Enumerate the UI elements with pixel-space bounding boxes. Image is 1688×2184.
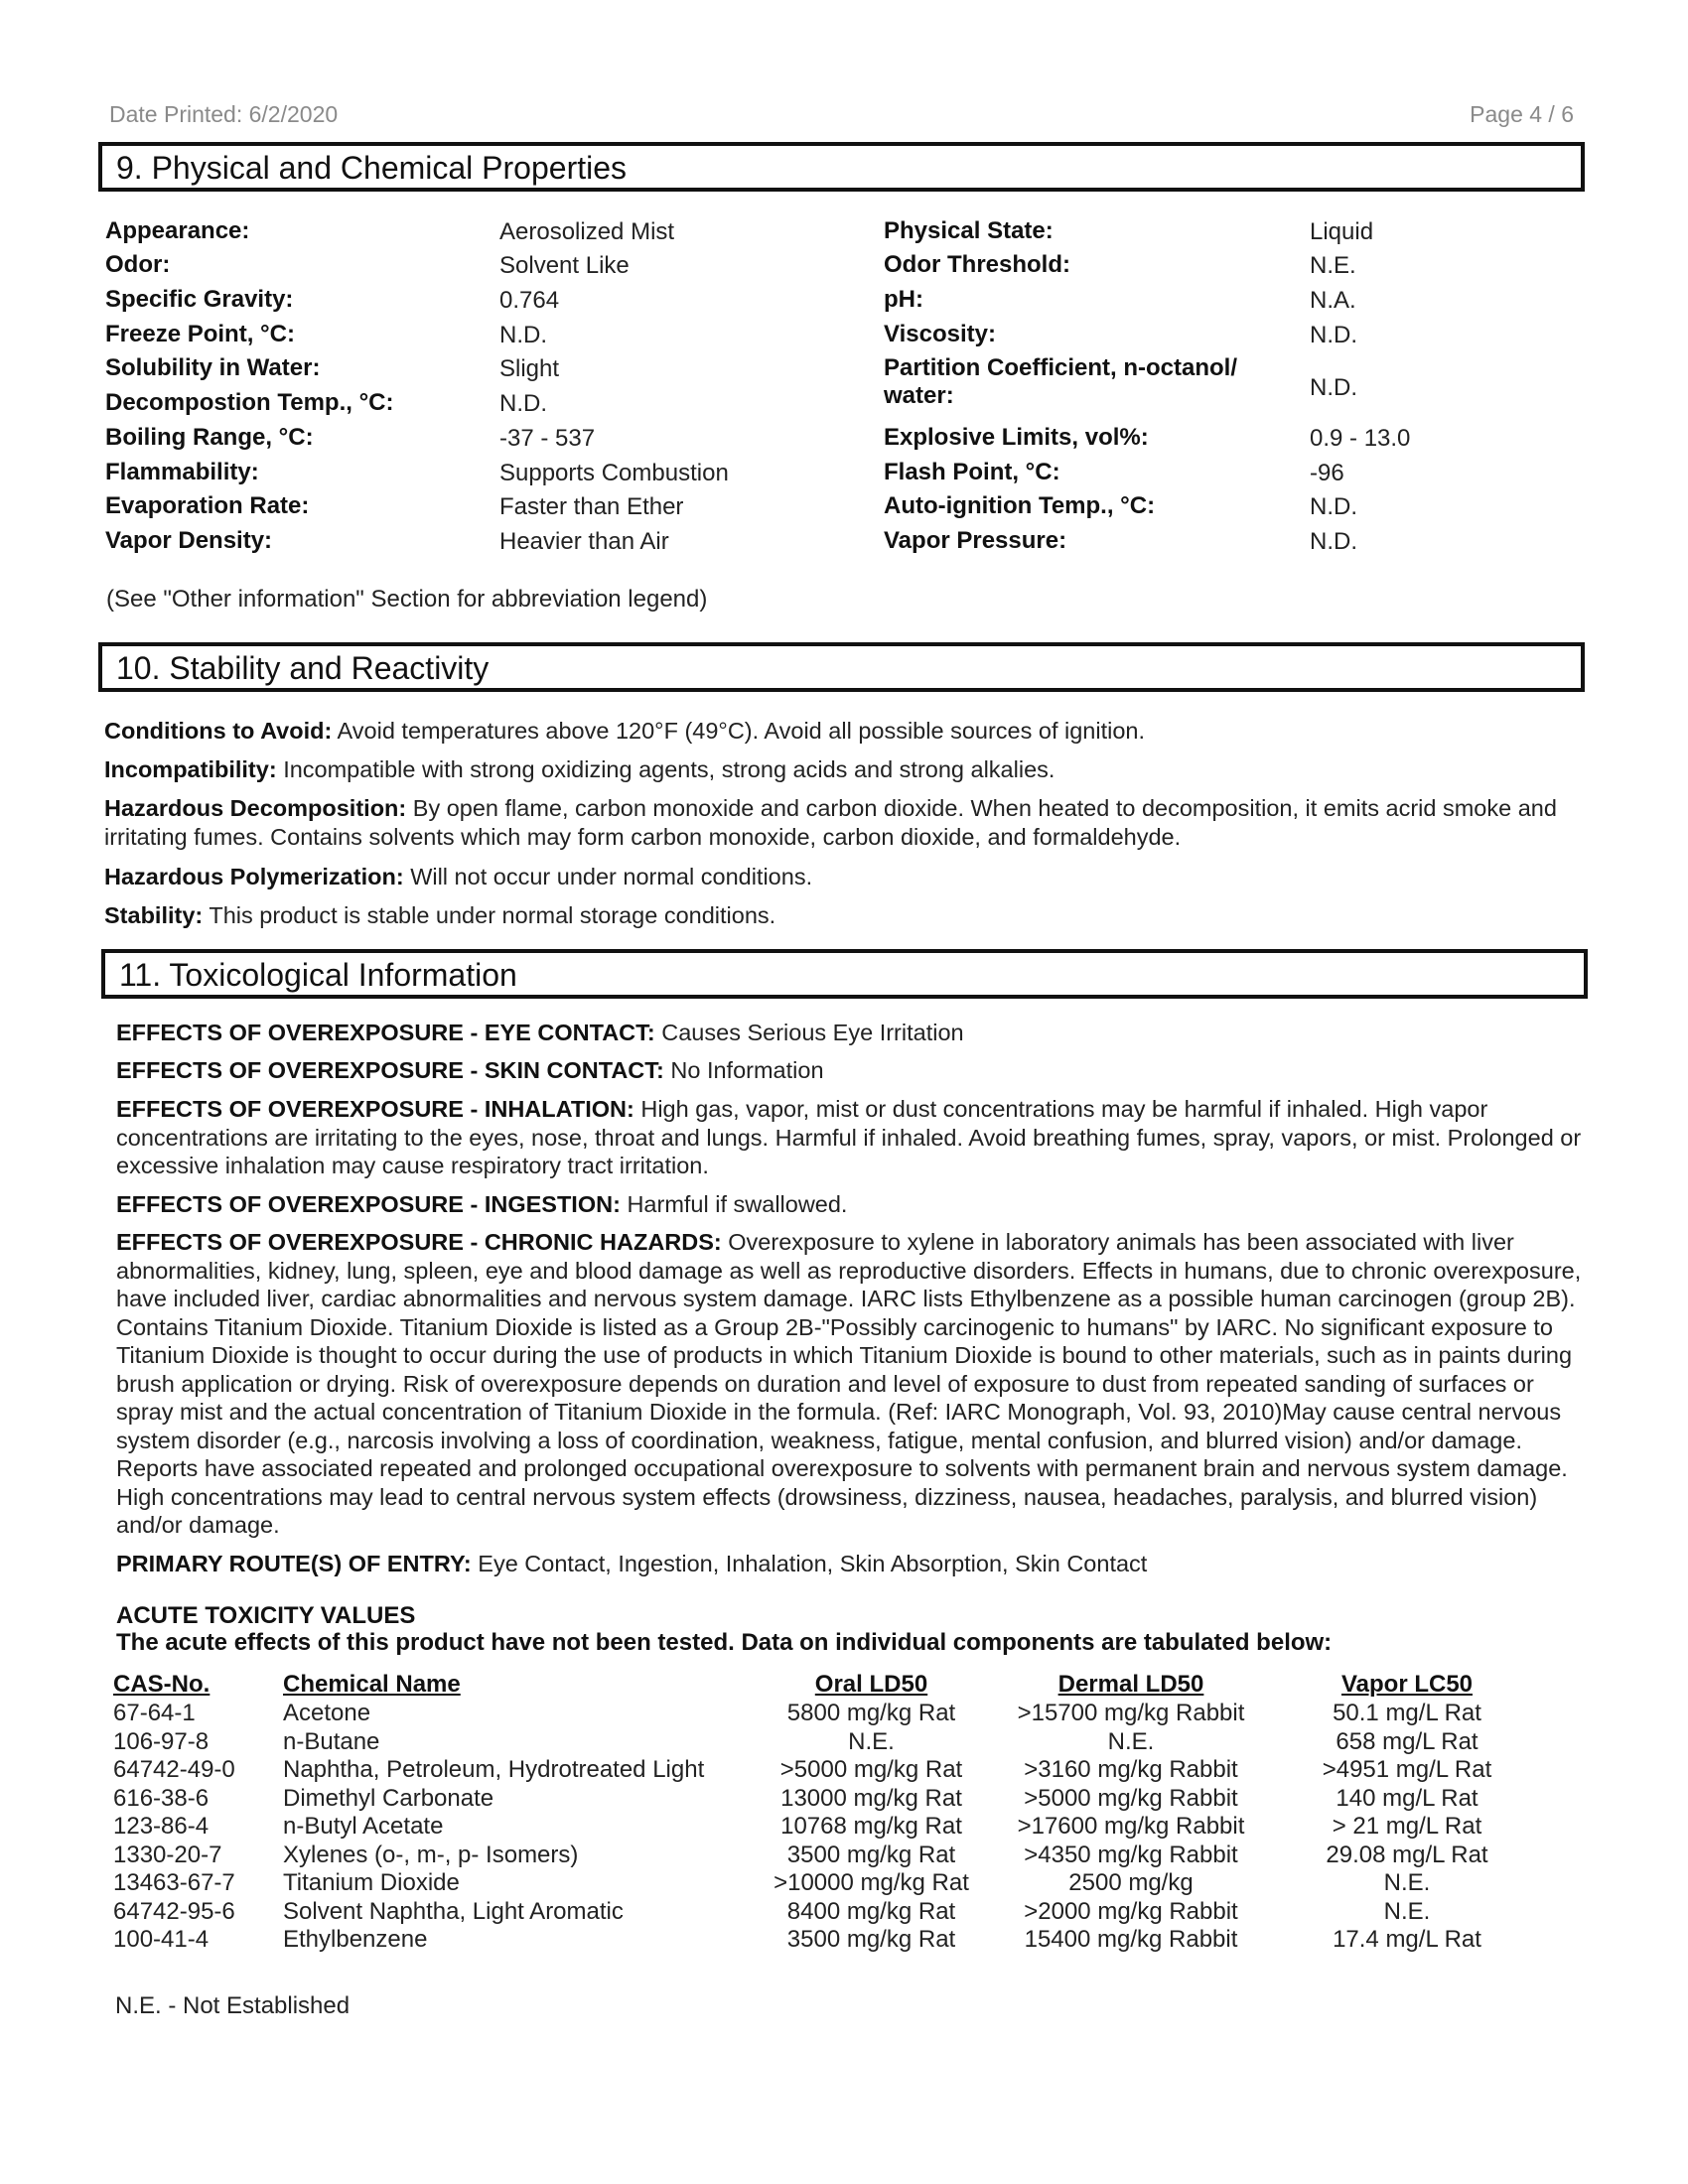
table-row: [113, 1785, 1553, 1814]
col-header-cas: CAS-No.: [113, 1670, 211, 1698]
cell-vapor-lc50: 50.1 mg/L Rat: [1333, 1700, 1481, 1726]
cell-vapor-lc50: > 21 mg/L Rat: [1332, 1813, 1482, 1840]
cell-chemical-name: Ethylbenzene: [283, 1926, 428, 1953]
inhalation-effects: [116, 1095, 1596, 1180]
prop-value: N.D.: [499, 390, 547, 417]
prop-value: N.E.: [1310, 252, 1356, 279]
col-header-chemical-name: Chemical Name: [283, 1670, 461, 1698]
prop-label: Explosive Limits, vol%:: [884, 424, 1149, 451]
cell-oral-ld50: 13000 mg/kg Rat: [780, 1784, 962, 1812]
prop-value: N.D.: [1310, 322, 1357, 348]
cell-chemical-name: n-Butane: [283, 1727, 380, 1755]
prop-label: Boiling Range, °C:: [105, 424, 314, 451]
section-11-heading: [101, 949, 1588, 999]
cell-chemical-name: Xylenes (o-, m-, p- Isomers): [283, 1841, 579, 1868]
prop-label: Partition Coefficient, n-octanol/: [884, 354, 1238, 381]
cell-cas: 1330-20-7: [113, 1841, 222, 1868]
primary-routes-of-entry: [116, 1550, 1596, 1578]
cell-dermal-ld50: >15700 mg/kg Rabbit: [1017, 1700, 1245, 1726]
prop-value: Heavier than Air: [499, 528, 669, 555]
prop-value: N.D.: [1310, 374, 1357, 401]
acute-toxicity-subtitle: The acute effects of this product have not been tested. Data on individual components are tabulated below:: [116, 1629, 1333, 1656]
abbreviation-note: (See "Other information" Section for abbreviation legend): [106, 586, 708, 613]
field-text: Will not occur under normal conditions.: [410, 864, 813, 889]
hazardous-polymerization: [104, 863, 1574, 891]
field-label: PRIMARY ROUTE(S) OF ENTRY:: [116, 1551, 472, 1576]
field-text: High gas, vapor, mist or dust concentrations may be harmful if inhaled. High vapor concentrations are irritating to the eyes, nose, throat and lungs. Harmful if inhaled. Avoid breathing fumes, spray, vapors, or mist. Prolonged or excessive inhalation may cause respiratory tract irritation.: [116, 1096, 1582, 1178]
prop-value: Supports Combustion: [499, 460, 729, 486]
field-text: Incompatible with strong oxidizing agents, strong acids and strong alkalies.: [283, 756, 1055, 782]
field-text: No Information: [670, 1057, 824, 1083]
cell-oral-ld50: N.E.: [848, 1727, 895, 1755]
table-row: [113, 1926, 1553, 1955]
section-9-heading: [98, 142, 1585, 192]
prop-label: Evaporation Rate:: [105, 492, 310, 519]
prop-value: N.D.: [1310, 493, 1357, 520]
cell-cas: 123-86-4: [113, 1813, 210, 1840]
prop-label: pH:: [884, 286, 923, 313]
conditions-to-avoid: [104, 717, 1574, 746]
cell-dermal-ld50: 2500 mg/kg: [1068, 1869, 1194, 1896]
incompatibility: [104, 755, 1574, 784]
cell-chemical-name: Acetone: [283, 1700, 371, 1726]
prop-value: Slight: [499, 355, 560, 382]
field-label: Hazardous Polymerization:: [104, 864, 404, 889]
prop-label: Odor:: [105, 251, 171, 278]
section-10-heading: [98, 642, 1585, 692]
cell-cas: 13463-67-7: [113, 1869, 235, 1896]
cell-cas: 616-38-6: [113, 1784, 210, 1812]
cell-oral-ld50: >5000 mg/kg Rat: [779, 1756, 963, 1783]
prop-value: 0.9 - 13.0: [1310, 425, 1411, 452]
prop-label: Physical State:: [884, 217, 1054, 244]
field-text: By open flame, carbon monoxide and carbon dioxide. When heated to decomposition, it emits acrid smoke and irritating fumes. Contains solvents which may form carbon monoxide, carbon dioxide, and formaldehyde.: [104, 795, 1557, 850]
field-label: EFFECTS OF OVEREXPOSURE - EYE CONTACT:: [116, 1020, 655, 1045]
skin-contact-effects: [116, 1056, 1596, 1085]
cell-cas: 106-97-8: [113, 1727, 210, 1755]
field-label: Hazardous Decomposition:: [104, 795, 407, 821]
section-10-title: 10. Stability and Reactivity: [116, 650, 490, 686]
cell-oral-ld50: 8400 mg/kg Rat: [786, 1897, 956, 1925]
prop-label: Flash Point, °C:: [884, 459, 1060, 485]
prop-value: Faster than Ether: [499, 493, 684, 520]
acute-toxicity-title: ACUTE TOXICITY VALUES: [116, 1602, 416, 1629]
cell-chemical-name: Naphtha, Petroleum, Hydrotreated Light: [283, 1756, 705, 1783]
page-number: Page 4 / 6: [1470, 101, 1574, 127]
field-label: Stability:: [104, 902, 204, 928]
chronic-hazards-effects: [116, 1228, 1596, 1540]
prop-label: Solubility in Water:: [105, 354, 321, 381]
hazardous-decomposition: [104, 794, 1574, 851]
date-printed: Date Printed: 6/2/2020: [109, 101, 339, 127]
prop-label: Flammability:: [105, 459, 259, 485]
cell-vapor-lc50: >4951 mg/L Rat: [1322, 1756, 1492, 1783]
table-row: [113, 1813, 1553, 1842]
table-row: [113, 1700, 1553, 1728]
cell-dermal-ld50: >17600 mg/kg Rabbit: [1017, 1813, 1245, 1840]
prop-label: Auto-ignition Temp., °C:: [884, 492, 1156, 519]
prop-value: N.D.: [1310, 528, 1357, 555]
cell-vapor-lc50: N.E.: [1383, 1897, 1431, 1925]
cell-vapor-lc50: 17.4 mg/L Rat: [1333, 1926, 1481, 1953]
prop-value: -96: [1310, 460, 1344, 486]
stability: [104, 901, 1574, 930]
not-established-footnote: N.E. - Not Established: [115, 1992, 351, 2019]
cell-dermal-ld50: >2000 mg/kg Rabbit: [1024, 1897, 1238, 1925]
prop-label: Decompostion Temp., °C:: [105, 389, 394, 416]
prop-label: Vapor Density:: [105, 527, 273, 554]
cell-chemical-name: n-Butyl Acetate: [283, 1813, 444, 1840]
field-label: Conditions to Avoid:: [104, 718, 333, 744]
cell-cas: 64742-95-6: [113, 1897, 235, 1925]
acute-toxicity-table: [113, 1669, 1553, 1955]
cell-cas: 67-64-1: [113, 1700, 196, 1726]
col-header-dermal-ld50: Dermal LD50: [1057, 1670, 1204, 1698]
eye-contact-effects: [116, 1019, 1596, 1047]
field-text: Harmful if swallowed.: [627, 1191, 848, 1217]
cell-oral-ld50: 10768 mg/kg Rat: [780, 1813, 962, 1840]
table-row: [113, 1728, 1553, 1757]
prop-label: Viscosity:: [884, 321, 996, 347]
table-row: [113, 1869, 1553, 1898]
section-9-title: 9. Physical and Chemical Properties: [116, 150, 628, 186]
field-label: EFFECTS OF OVEREXPOSURE - INHALATION:: [116, 1096, 634, 1122]
cell-vapor-lc50: N.E.: [1383, 1869, 1431, 1896]
prop-label: Specific Gravity:: [105, 286, 294, 313]
cell-oral-ld50: >10000 mg/kg Rat: [774, 1869, 969, 1896]
table-row: [113, 1898, 1553, 1927]
field-text: Causes Serious Eye Irritation: [661, 1020, 964, 1045]
section-11-title: 11. Toxicological Information: [119, 957, 517, 993]
prop-label: Freeze Point, °C:: [105, 321, 295, 347]
cell-dermal-ld50: 15400 mg/kg Rabbit: [1024, 1926, 1238, 1953]
col-header-oral-ld50: Oral LD50: [814, 1670, 928, 1698]
field-label: EFFECTS OF OVEREXPOSURE - CHRONIC HAZARDS:: [116, 1229, 722, 1255]
cell-vapor-lc50: 658 mg/L Rat: [1336, 1727, 1478, 1755]
field-text: Eye Contact, Ingestion, Inhalation, Skin Absorption, Skin Contact: [471, 1551, 1148, 1576]
cell-chemical-name: Titanium Dioxide: [283, 1869, 460, 1896]
prop-value: Solvent Like: [499, 252, 630, 279]
field-text: Avoid temperatures above 120°F (49°C). Avoid all possible sources of ignition.: [337, 718, 1146, 744]
cell-chemical-name: Solvent Naphtha, Light Aromatic: [283, 1897, 624, 1925]
cell-cas: 64742-49-0: [113, 1756, 235, 1783]
cell-oral-ld50: 3500 mg/kg Rat: [786, 1926, 956, 1953]
cell-cas: 100-41-4: [113, 1926, 210, 1953]
prop-value: N.A.: [1310, 287, 1356, 314]
field-label: EFFECTS OF OVEREXPOSURE - INGESTION:: [116, 1191, 621, 1217]
table-header-row: [113, 1669, 1553, 1700]
cell-chemical-name: Dimethyl Carbonate: [283, 1784, 494, 1812]
field-label: EFFECTS OF OVEREXPOSURE - SKIN CONTACT:: [116, 1057, 664, 1083]
table-row: [113, 1842, 1553, 1870]
field-text: This product is stable under normal storage conditions.: [209, 902, 776, 928]
prop-label: Vapor Pressure:: [884, 527, 1067, 554]
ingestion-effects: [116, 1190, 1596, 1219]
prop-label: Odor Threshold:: [884, 251, 1070, 278]
prop-label: Appearance:: [105, 217, 250, 244]
cell-vapor-lc50: 140 mg/L Rat: [1336, 1784, 1478, 1812]
prop-label: water:: [884, 382, 954, 409]
cell-oral-ld50: 5800 mg/kg Rat: [786, 1700, 956, 1726]
cell-vapor-lc50: 29.08 mg/L Rat: [1326, 1841, 1488, 1868]
prop-value: 0.764: [499, 287, 560, 314]
cell-dermal-ld50: >3160 mg/kg Rabbit: [1024, 1756, 1238, 1783]
table-row: [113, 1756, 1553, 1785]
prop-value: N.D.: [499, 322, 547, 348]
cell-dermal-ld50: >5000 mg/kg Rabbit: [1024, 1784, 1238, 1812]
cell-dermal-ld50: >4350 mg/kg Rabbit: [1024, 1841, 1238, 1868]
cell-oral-ld50: 3500 mg/kg Rat: [786, 1841, 956, 1868]
field-label: Incompatibility:: [104, 756, 277, 782]
prop-value: Aerosolized Mist: [499, 218, 675, 245]
col-header-vapor-lc50: Vapor LC50: [1340, 1670, 1474, 1698]
cell-dermal-ld50: N.E.: [1107, 1727, 1155, 1755]
field-text: Overexposure to xylene in laboratory animals has been associated with liver abnormalities, kidney, lung, spleen, eye and blood damage as well as reproductive disorders. Effects in humans, due to chronic overexposure, have included liver, cardiac abnormalities and nervous system damage. IARC lists Ethylbenzene as a possible human carcinogen (group 2B). Contains Titanium Dioxide. Titanium Dioxide is listed as a Group 2B-"Possibly carcinogenic to humans" by IARC. No significant exposure to Titanium Dioxide is thought to occur during the use of products in which Titanium Dioxide is bound to other materials, such as in paints during brush application or drying. Risk of overexposure depends on duration and level of exposure to dust from repeated sanding of surfaces or spray mist and the actual concentration of Titanium Dioxide in the formula. (Ref: IARC Monograph, Vol. 93, 2010)May cause central nervous system disorder (e.g., narcosis involving a loss of coordination, weakness, fatigue, mental confusion, and blurred vision) and/or damage. Reports have associated repeated and prolonged occupational overexposure to solvents with permanent brain and nervous system damage. High concentrations may lead to central nervous system effects (drowsiness, dizziness, nausea, headaches, paralysis, and blurred vision) and/or damage.: [116, 1229, 1582, 1538]
prop-value: Liquid: [1310, 218, 1374, 245]
prop-value: -37 - 537: [499, 425, 596, 452]
